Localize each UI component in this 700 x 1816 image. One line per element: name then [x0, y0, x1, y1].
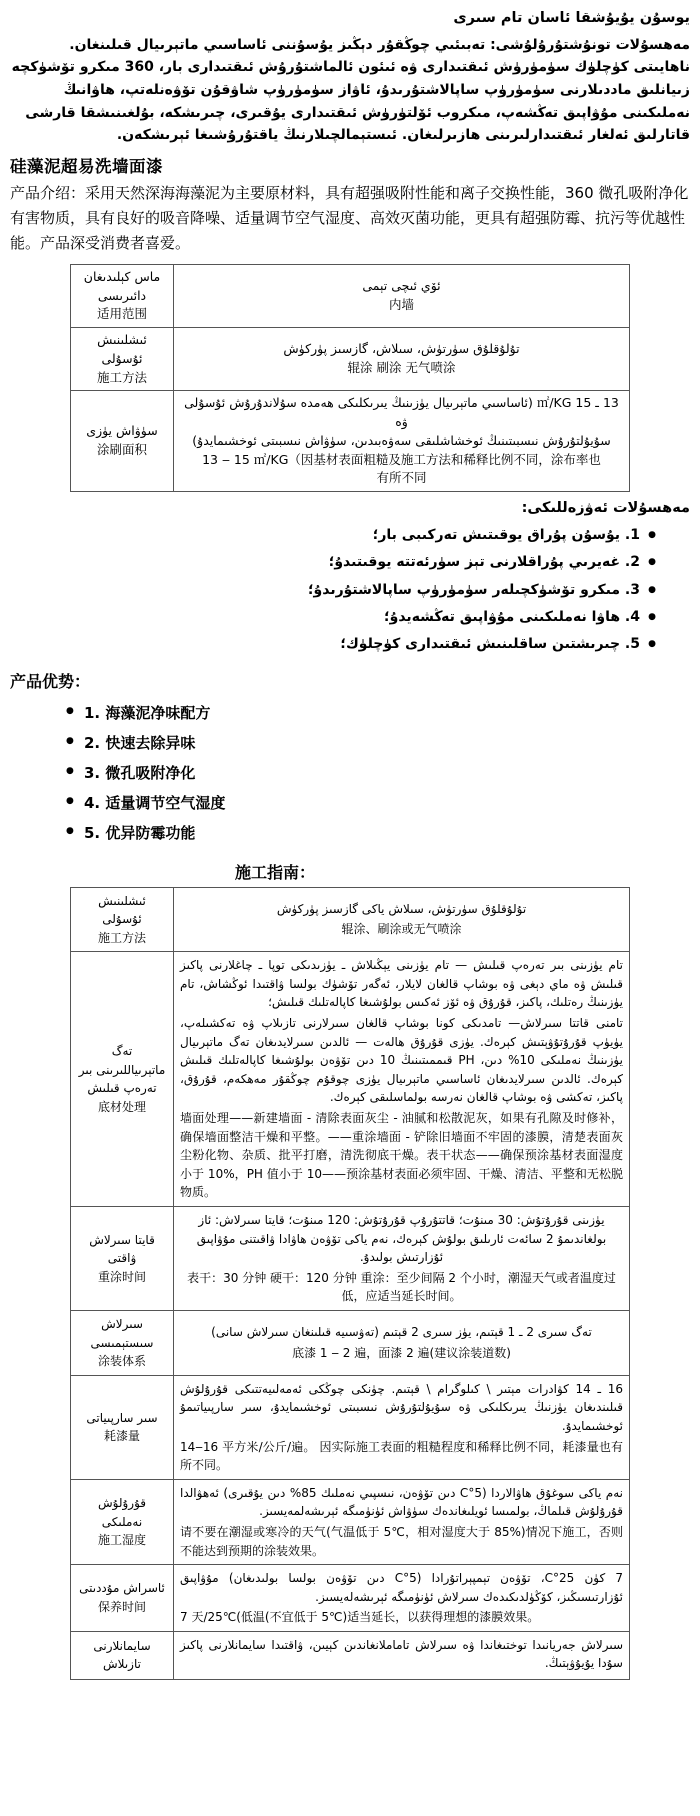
label-chinese: 耗漆量 — [103, 1429, 140, 1444]
label-uyghur-line1: ئىشلىنىش — [98, 893, 146, 908]
guide-value-humidity — [174, 1479, 630, 1564]
label-uyghur-line4: قىلىش — [87, 1081, 120, 1096]
product-title-uyghur: يوسۇن يۇيۇشقا ئاسان تام سىرى — [453, 10, 690, 26]
label-uyghur-line2: مۇددىتى — [79, 1581, 120, 1596]
list-item: ● 3. 微孔吸附净化 — [66, 758, 690, 788]
list-item: ● 1. 海藻泥净味配方 — [66, 698, 690, 728]
guide-label-consumption — [71, 1375, 174, 1479]
guide-value-recoat — [174, 1207, 630, 1311]
table-row — [71, 328, 630, 391]
value-uyghur-para2: تامنى قاتتا سىرلاش— تامدىكى كونا بوشاپ قالغان سىرلارنى تازىلاپ ۋە تەكشىلەپ، يۈيۈپ قۇرۇتۇۋېتىش كېرەك. يۈزى قۇرۇق ھالەت — ئالدىن سىرلايدىغان تەگ ماتېرىيال يۈزىنىڭ نەملىكى 10% دىن، PH قىممىتىنىڭ 10 دىن تۆۋەن بولۇشىغا كاپالەتلىك قىلىش كېرەك. ئالدىن سىرلايدىغان ئاساسىي ماتېرىيال يۈزى چوقۇم چوڭقۇر مەھكەم، قۇرۇق، پاكىز، تەكشى ۋە بوشاپ قالغان نەرسە بولماسلىقى كېرەك. — [180, 1016, 623, 1105]
value-chinese-line2: 有所不同 — [376, 470, 427, 486]
label-chinese: 保养时间 — [97, 1600, 146, 1614]
intro-line: مەھسۇلات تونۇشتۇرۇلۇشى: تەبىئىي چوڭقۇر دېڭىز يۇسۇننى ئاساسىي ماتېرىيال قىلىنغان. — [69, 36, 690, 53]
features-list-uyghur — [10, 522, 690, 658]
list-item: ● 3. مىكرو تۆشۈكچىلەر سۈمۈرۈپ ساپالاشتۇرىدۇ؛ — [10, 577, 656, 604]
label-uyghur-line2: نەملىكى — [101, 1514, 143, 1529]
value-chinese: 底漆 1 ‒ 2 遍，面漆 2 遍(建议涂装道数) — [292, 1345, 511, 1360]
label-uyghur-line2: سىستېمىسى — [90, 1335, 154, 1350]
value-uyghur: 16 ـ 14 كۋادرات مېتىر \ كىلوگرام \ قېتىم. چۈنكى چوڭكى ئەمەلىيەتتىكى قۇرۇلۇش قىلىندىغان يۈزنىڭ يىرىكلىكى ۋە سۇيۇلتۇرۇش نىسبىتى ئوخشىمايدۇ، سىر سارپىياتىمۇ ئوخشىمايدۇ. — [180, 1381, 623, 1433]
list-item: ● 5. چىرىشتىن ساقلىنىش ئىقتىدارى كۈچلۈك؛ — [10, 631, 656, 658]
guide-value-substrate — [174, 952, 630, 1207]
label-uyghur-line1: سىر سارپىياتى — [86, 1410, 158, 1425]
label-uyghur-line1: ئاسراش — [123, 1581, 165, 1596]
list-item: ● 4. 适量调节空气湿度 — [66, 788, 690, 818]
product-title-chinese: 硅藻泥超易洗墙面漆 — [10, 157, 163, 177]
features-heading-uyghur: مەھسۇلات ئەۋزەللىكى: — [521, 500, 690, 517]
label-uyghur-line2: ئۇسۇلى — [102, 912, 142, 927]
label-uyghur-line3: بىر تەرەپ — [78, 1062, 157, 1096]
label-uyghur-line2: ۋاقتى — [107, 1251, 137, 1266]
value-uyghur: تۇلۇقلۇق سۈرتۈش، سىلاش ياكى گازسىز پۈركۈش — [276, 901, 527, 916]
value-uyghur: تۇلۇقلۇق سۈرتۈش، سىلاش، گازسىز پۈركۈش — [283, 341, 520, 357]
list-item: ● 2. غەيرىي پۇراقلارنى تېز سۈرئەتتە يوقىتىدۇ؛ — [10, 549, 656, 576]
value-chinese: 表干：30 分钟 硬干：120 分钟 重涂：至少间隔 2 个小时，潮湿天气或者温度过低，应适当延长时间。 — [187, 1270, 616, 1304]
guide-label-recoat — [71, 1207, 174, 1311]
label-uyghur-line1: سايمانلارنى — [93, 1638, 151, 1653]
table-row — [71, 1310, 630, 1375]
label-chinese: 底材处理 — [97, 1099, 146, 1114]
table-row — [71, 1631, 630, 1679]
guide-title: 施工指南： — [234, 862, 315, 882]
label-uyghur: ماس كېلىدىغان دائىرىسى — [83, 268, 161, 303]
spec-row-label-method — [71, 328, 174, 391]
table-row — [71, 952, 630, 1207]
guide-label-humidity — [71, 1479, 174, 1564]
intro-line: قاتارلىق ئەلغار ئىقتىدارلىرىنى ھازىرلىغان. ئىستېمالچىلارنىڭ ياقتۇرۇشىغا ئېرىشكەن. — [116, 127, 690, 144]
guide-value-system — [174, 1310, 630, 1375]
guide-label-curing — [71, 1565, 174, 1632]
value-chinese: 7 天/25℃(低温(不宜低于 5℃)适当延长，以获得理想的漆膜效果。 — [180, 1610, 540, 1625]
label-chinese: 涂刷面积 — [96, 442, 147, 458]
value-chinese: 辊涂、刷涂或无气喷涂 — [341, 922, 462, 937]
table-row — [71, 1207, 630, 1311]
label-uyghur-line1: سىرلاش — [101, 1316, 143, 1331]
table-row — [71, 887, 630, 952]
value-chinese: 内墙 — [388, 296, 414, 312]
value-uyghur: نەم ياكى سوغۇق ھاۋالاردا (5°C دىن تۆۋەن، نىسپىي نەملىك 85% دىن يۇقىرى) ئەھۋالدا قۇرۇلۇش قىلماڭ، بولمىسا ئويلىغاندەك سۈۋاش ئۈنۈمىگە ئېرىشەلمەيسىز. — [180, 1485, 623, 1519]
label-chinese: 涂装体系 — [97, 1354, 146, 1369]
guide-label-tool-cleaning — [71, 1631, 174, 1679]
spec-row-label-coverage — [71, 391, 174, 492]
product-intro-chinese: 产品介绍：采用天然深海海藻泥为主要原材料，具有超强吸附性能和离子交换性能，360 微孔吸附净化有害物质，具有良好的吸音降噪、适量调节空气湿度、高效灭菌功能，更具有超强防霉、抗污等优越性能。产品深受消费者喜爱。 — [10, 184, 689, 252]
value-chinese-line1: 13 ‒ 15 ㎡/KG（因基材表面粗糙及施工方法和稀释比例不同，涂布率也 — [202, 451, 601, 467]
construction-guide-table — [70, 887, 630, 1681]
list-item: ● 2. 快速去除异味 — [66, 728, 690, 758]
features-heading-chinese: 产品优势： — [10, 671, 91, 691]
list-item: ● 4. ھاۋا نەملىكىنى مۇۋاپىق تەڭشەيدۇ؛ — [10, 604, 656, 631]
value-uyghur: ئۆي ئىچى تېمى — [362, 278, 441, 294]
label-chinese: 重涂时间 — [97, 1269, 146, 1284]
guide-value-curing — [174, 1565, 630, 1632]
label-uyghur: ئىشلىنىش ئۇسۇلى — [97, 332, 147, 366]
label-chinese: 施工方法 — [97, 930, 146, 945]
intro-line: ناھايىتى كۈچلۈك سۈمۈرۈش ئىقتىدارى ۋە ئىئون ئالماشتۇرۇش ئىقتىدارى بار، 360 مىكرو تۆشۈكچە — [11, 59, 690, 76]
table-row — [71, 1565, 630, 1632]
label-uyghur-line1: تەگ — [111, 1043, 133, 1058]
guide-label-system — [71, 1310, 174, 1375]
guide-value-tool-cleaning — [174, 1631, 630, 1679]
guide-label-substrate — [71, 952, 174, 1207]
value-chinese: 辊涂 刷涂 无气喷涂 — [347, 360, 456, 376]
value-uyghur-line2: سۇيۇلتۇرۇش نىسبىتىنىڭ ئوخشاشلىقى سەۋەبىدىن، سۈۋاش نىسبىتى ئوخشىمايدۇ) — [192, 432, 611, 448]
intro-line: نەملىكىنى مۇۋاپىق تەڭشەپ، مىكروب ئۆلتۈرۈش ئىقتىدارى يۇقىرى، چىرىشكە، بۇلغىنىشقا قارشى — [25, 104, 690, 121]
value-uyghur: تەگ سىرى 2 ـ 1 قېتىم، يۈز سىرى 2 قېتىم (تەۋسىيە قىلىنغان سىرلاش سانى) — [211, 1325, 592, 1340]
table-row — [71, 391, 630, 492]
value-chinese: 墙面处理——新建墙面 - 清除表面灰尘 - 油腻和松散泥灰，如果有孔隙及时修补，确保墙面整洁干燥和平整。——重涂墙面 - 铲除旧墙面不牢固的漆膜，清楚表面灰尘粉化物、杂质、批平打磨，清洗彻底干燥。表干状态——确保预涂基材表面湿度小于 10%，PH 值小于 10——预涂基材表面必须牢固、干燥、清洁、平整和无松脱物质。 — [180, 1111, 623, 1200]
value-chinese: 请不要在潮湿或寒冷的天气(气温低于 5℃，相对湿度大于 85%)情况下施工，否则不能达到预期的涂装效果。 — [180, 1524, 623, 1558]
value-uyghur-para1: تام يۈزىنى بىر تەرەپ قىلىش — تام يۈزىنى يېڭىلاش ـ يۈزىدىكى توپا ـ چاغلارنى پاكىز قىلىش ۋە ماي دېغى ۋە بوشاپ قالغان لايلار، ئەگەر تۆشۈك بولسا ۋاقتىدا ئوڭشاش، تام يۈزىنىڭ رەتلىك، پاكىز، قۇرۇق ۋە ئۆز ئەكىس بولۇشىغا كاپالەتلىك قىلىش؛ — [180, 958, 623, 1010]
list-item: ● 5. 优异防霉功能 — [66, 818, 690, 848]
label-uyghur-line2: ماتېرىياللىرىنى — [96, 1062, 166, 1077]
label-uyghur: سۈۋاش يۈزى — [86, 423, 158, 439]
value-uyghur-line1: 13 ـ 15 ㎡/KG (ئاساسىي ماتېرىيال يۈزىنىڭ يىرىكلىكى ھەمدە سۇلاندۇرۇش ئۇسۇلى ۋە — [184, 395, 619, 430]
value-chinese: 14‒16 平方米/公斤/遍。 因实际施工表面的粗糙程度和稀释比例不同，耗漆量也有所不同。 — [180, 1439, 623, 1473]
guide-label-method — [71, 887, 174, 952]
spec-row-value-method — [174, 328, 630, 391]
label-uyghur-line1: قايتا سىرلاش — [89, 1232, 155, 1247]
value-uyghur: يۈزىنى قۇرۇتۇش: 30 مىنۇت؛ قاتتۇرۇپ قۇرۇتۇش: 120 مىنۇت؛ قايتا سىرلاش: ئاز بولغاندىمۇ 2 سائەت ئارىلىق بولۇش كېرەك، نەم ياكى تۆۋەن ھاۋادا ۋاقىتنى مۇۋاپىق ئۇزارتىش بولىدۇ. — [196, 1213, 607, 1265]
table-row — [71, 1375, 630, 1479]
table-row — [71, 264, 630, 327]
list-item: ● 1. يۇسۇن پۇراق يوقىتىش تەركىبى بار؛ — [10, 522, 656, 549]
guide-value-method — [174, 887, 630, 952]
value-uyghur: سىرلاش جەريانىدا توختىغاندا ۋە سىرلاش تاماملانغاندىن كېيىن، ۋاقتىدا سايمانلارنى پاكىز سۇدا يۇيۇۋېتىڭ. — [180, 1637, 623, 1671]
spec-row-value-scope — [174, 264, 630, 327]
value-uyghur: 7 كۈن 25°C، تۆۋەن تېمپېراتۇرادا (5°C دىن تۆۋەن بولسا بولىدىغان) مۇۋاپىق ئۇزارتىسىڭىز، كۆڭۈلدىكىدەك سىرلاش ئۈنۈمىگە ئېرىشەلەيسىز. — [180, 1571, 624, 1604]
label-chinese: 施工方法 — [96, 369, 147, 385]
spec-table — [70, 264, 630, 492]
label-uyghur-line1: قۇرۇلۇش — [97, 1496, 147, 1511]
label-uyghur-line2: تازىلاش — [103, 1657, 141, 1672]
table-row — [71, 1479, 630, 1564]
spec-row-value-coverage — [174, 391, 630, 492]
label-chinese: 施工湿度 — [97, 1533, 146, 1548]
product-intro-uyghur — [10, 34, 690, 147]
spec-row-label-scope — [71, 264, 174, 327]
intro-line: زىيانلىق ماددىلارنى سۈمۈرۈپ ساپالاشتۇرىدۇ، ئاۋاز سۈمۈرۈپ شاۋقۇن تۆۋەنلەتپ، ھاۋانىڭ — [63, 82, 690, 99]
features-list-chinese — [10, 698, 690, 848]
guide-value-consumption — [174, 1375, 630, 1479]
label-chinese: 适用范围 — [96, 306, 147, 322]
